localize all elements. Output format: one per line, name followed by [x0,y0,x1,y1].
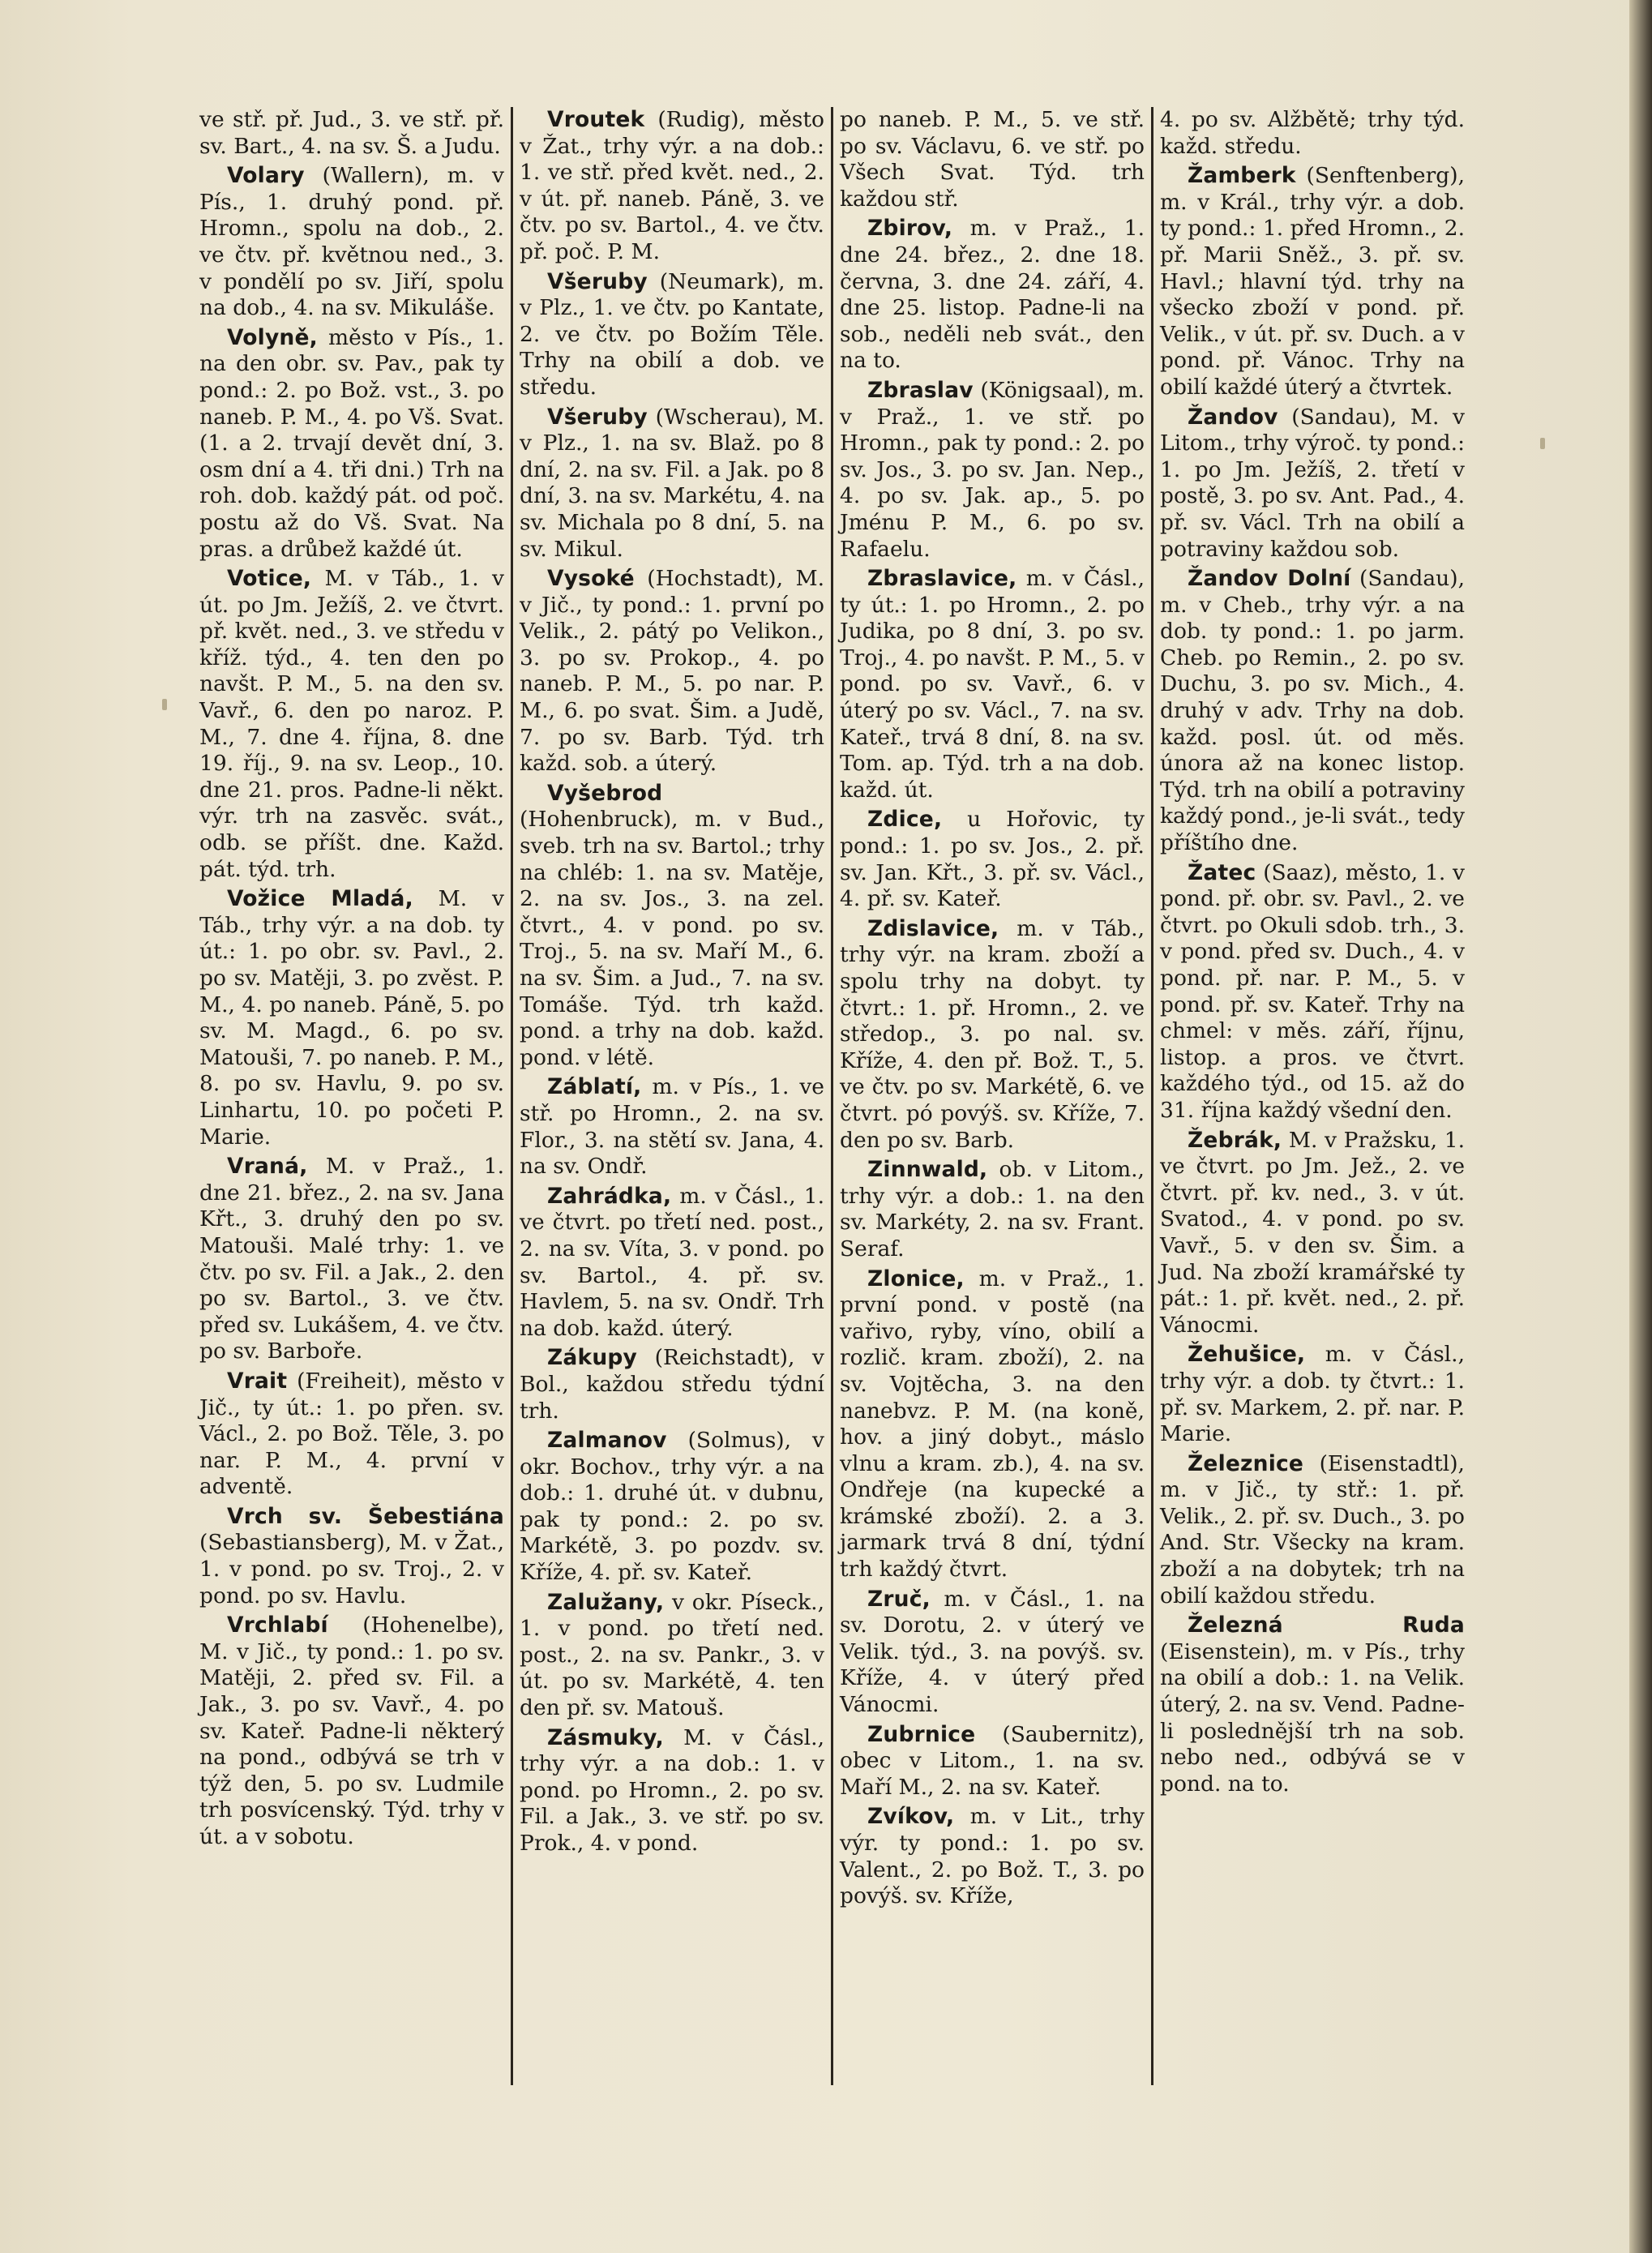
market-dates: (Neumark), m. v Plz., 1. ve čtv. po Kantate, 2. ve čtv. po Božím Těle. Trhy na obilí a dob. ve středu. [520,268,824,400]
market-dates: ve stř. př. Jud., 3. ve stř. př. sv. Bart., 4. na sv. Š. a Judu. [199,107,504,159]
market-entry [520,1074,824,1180]
market-dates: (Rudig), město v Žat., trhy výr. a na dob.: 1. ve stř. před květ. ned., 2. v út. př. naneb. Páně, 3. ve čtv. po sv. Bartol., 4. ve čtv. př. poč. P. M. [520,107,824,264]
place-name: Žandov [1188,404,1278,430]
market-dates: (Wallern), m. v Pís., 1. druhý pond. př. Hromn., spolu na dob., 2. ve čtv. př. květnou ned., 3. v pondělí po sv. Jiří, spolu na dob., 4. na sv. Mikuláše. [199,163,504,321]
place-name: Zdislavice, [867,915,999,941]
market-dates: (Freiheit), město v Jič., ty út.: 1. po přen. sv. Václ., 2. po Bož. Těle, 3. po nar. P. M., 4. první v adventě. [199,1368,504,1500]
place-name: Vožice Mladá, [227,886,413,912]
market-entry [840,1722,1145,1801]
market-dates: m. v Čásl., ty út.: 1. po Hromn., 2. po Judika, po 8 dní, 3. po sv. Troj., 4. po navšt. P. M., 5. v pond. po sv. Vavř., 6. v úterý po sv. Václ., 7. na sv. Kateř., trvá 8 dní, 8. na sv. Tom. ap. Týd. trh a na dob. každ. út. [840,566,1145,803]
place-name: Zalmanov [547,1428,667,1454]
market-dates: (Hohenelbe), M. v Jič., ty pond.: 1. po sv. Matěji, 2. před sv. Fil. a Jak., 3. po sv. Vavř., 4. po sv. Kateř. Padne-li některý na pond., odbývá se trh v týž den, 5. po sv. Ludmile trh posvícenský. Týd. trhy v út. a v sobotu. [199,1613,504,1849]
market-dates: M. v Táb., trhy výr. a na dob. ty út.: 1. po obr. sv. Pavl., 2. po sv. Matěji, 3. po zvěst. P. M., 4. po naneb. Páně, 5. po sv. M. Magd., 6. po sv. Matouši, 7. po naneb. P. M., 8. po sv. Havlu, 9. po sv. Linhartu, 10. po početi P. Marie. [199,886,504,1150]
market-dates: (Eisenstein), m. v Pís., trhy na obilí a dob.: 1. na Velik. úterý, 2. na sv. Vend. Padne-li poslednější trh na sob. nebo ned., odbývá se v pond. na to. [1160,1638,1466,1797]
market-entry [1160,1342,1465,1447]
market-dates: (Saubernitz), obec v Litom., 1. na sv. Maří M., 2. na sv. Kateř. [840,1721,1145,1800]
market-entry [199,1613,504,1850]
market-entry [1160,1128,1465,1339]
market-dates: ob. v Litom., trhy výr. a dob.: 1. na den sv. Markéty, 2. na sv. Frant. Seraf. [840,1157,1145,1261]
market-dates: (Königsaal), m. v Praž., 1. ve stř. po Hromn., pak ty pond.: 2. po sv. Jos., 3. po sv. Jan. Nep., 4. po sv. Jak. ap., 5. po Jménu P. M., 6. po sv. Rafaelu. [840,377,1145,562]
market-dates: v okr. Píseck., 1. v pond. po třetí ned. post., 2. na sv. Pankr., 3. v út. po sv. Markétě, 4. ten den př. sv. Matouš. [520,1589,824,1721]
market-entry [199,1154,504,1365]
market-entry [199,107,504,160]
market-dates: (Hochstadt), M. v Jič., ty pond.: 1. první po Velik., 2. pátý po Velikon., 3. po sv. Prokop., 4. po naneb. P. M., 5. po nar. P. M., 6. po svat. Šim. a Judě, 7. po sv. Barb. Týd. trh každ. sob. a úterý. [520,566,824,777]
place-name: Votice, [227,566,312,592]
market-dates: (Reichstadt), v Bol., každou středu týdní trh. [520,1345,824,1424]
place-name: Zruč, [867,1586,931,1612]
market-dates: M. v Táb., 1. v út. po Jm. Ježíš, 2. ve čtvrt. př. květ. ned., 3. ve středu v kříž. týd., 4. ten den po navšt. P. M., 5. na den sv. Vavř., 6. den po naroz. P. M., 7. dne 4. října, 8. dne 19. říj., 9. na sv. Leop., 10. dne 21. pros. Padne-li někt. výr. trh na zasvěc. svát., odb. se příšt. dne. Každ. pát. týd. trh. [199,566,504,882]
place-name: Žebrák, [1188,1127,1282,1153]
place-name: Zvíkov, [867,1804,955,1830]
market-dates: m. v Čásl., trhy výr. a dob. ty čtvrt.: 1. př. sv. Markem, 2. př. nar. P. Marie. [1160,1342,1465,1447]
market-dates: (Solmus), v okr. Bochov., trhy výr. a na dob.: 1. druhé út. v dubnu, pak ty pond.: 2. po sv. Markétě, 3. po pozdv. sv. Kříže, 4. př. sv. Kateř. [520,1428,824,1586]
market-entry [199,1369,504,1501]
market-dates: M. v Čásl., trhy výr. a na dob.: 1. v pond. po Hromn., 2. po sv. Fil. a Jak., 3. ve stř. po sv. Prok., 4. v pond. [520,1724,824,1856]
market-dates: (Hohenbruck), m. v Bud., sveb. trh na sv. Bartol.; trhy na chléb: 1. na sv. Matěje, 2. na sv. Jos., 3. na zel. čtvrt., 4. v pond. po sv. Troj., 5. na sv. Maří M., 6. na sv. Šim. a Jud., 7. na sv. Tomáše. Týd. trh každ. pond. a trhy na dob. každ. pond. v létě. [520,807,824,1070]
market-dates: m. v Čásl., 1. na sv. Dorotu, 2. v úterý ve Velik. týd., 3. na povýš. sv. Kříže, 4. v úterý před Vánocmi. [840,1586,1145,1718]
place-name: Žamberk [1188,163,1296,189]
market-entry [520,107,824,266]
place-name: Vrchlabí [227,1613,328,1638]
place-name: Žandov Dolní [1188,566,1351,592]
place-name: Železná Ruda [1188,1613,1465,1638]
place-name: Zbirov, [867,216,953,242]
place-name: Železnice [1188,1450,1304,1476]
market-entry [520,566,824,777]
place-name: Zdice, [867,807,943,833]
column-rule [831,107,833,2085]
place-name: Zalužany, [547,1589,665,1615]
column-rule [511,107,513,2085]
market-dates: m. v Praž., 1. dne 24. břez., 2. dne 18. června, 3. dne 24. září, 4. dne 25. listop. Padne-li na sob., neděli neb svát., den na to. [840,216,1145,374]
market-dates: (Sandau), M. v Litom., trhy výroč. ty pond.: 1. po Jm. Ježíš, 2. třetí v postě, 3. po sv. Ant. Pad., 4. př. sv. Václ. Trh na obilí a potraviny každou sob. [1160,404,1465,562]
market-dates: m. v Táb., trhy výr. na kram. zboží a spolu trhy na dobyt. ty čtvrt.: 1. př. Hromn., 2. ve středop., 3. po nal. sv. Kříže, 4. den př. Bož. T., 5. ve čtv. po sv. Markétě, 6. ve čtvrt. pó povýš. sv. Kříže, 7. den po sv. Barb. [840,915,1145,1153]
market-entry [520,1428,824,1587]
market-dates: (Sebastiansberg), M. v Žat., 1. v pond. po sv. Troj., 2. v pond. po sv. Havlu. [199,1530,504,1608]
market-entry [1160,1613,1465,1797]
market-entry [520,405,824,563]
market-dates: po naneb. P. M., 5. ve stř. po sv. Václavu, 6. ve stř. po Všech Svat. Týd. trh každou stř. [840,107,1145,212]
place-name: Všeruby [547,268,648,294]
market-entry [840,807,1145,912]
market-dates: m. v Čásl., 1. ve čtvrt. po třetí ned. post., 2. na sv. Víta, 3. v pond. po sv. Bartol., 4. př. sv. Havlem, 5. na sv. Ondř. Trh na dob. každ. úterý. [520,1183,824,1341]
place-name: Všeruby [547,404,648,430]
market-entry [520,1345,824,1424]
place-name: Vrait [227,1368,288,1394]
market-entry [199,325,504,563]
column-3 [835,107,1149,2085]
market-entry [840,107,1145,212]
market-dates: (Senftenberg), m. v Král., trhy výr. a dob. ty pond.: 1. před Hromn., 2. př. Marii Sněž., 3. př. sv. Havl.; hlavní týd. trhy na všecko zboží v pond. př. Velik., v út. př. sv. Duch. a v pond. př. Vánoc. Trhy na obilí každé úterý a čtvrtek. [1160,163,1465,400]
market-entry [520,1184,824,1343]
market-entry [1160,566,1465,857]
column-4 [1155,107,1470,2085]
place-name: Zásmuky, [547,1724,664,1750]
market-entry [520,1725,824,1857]
market-entry [1160,405,1465,563]
market-dates: 4. po sv. Alžbětě; trhy týd. každ. středu. [1160,107,1465,159]
market-entry [1160,163,1465,400]
place-name: Vysoké [547,566,635,592]
place-name: Vyšebrod [547,780,663,806]
place-name: Žehušice, [1188,1342,1306,1368]
column-1 [195,107,509,2085]
place-name: Volyně, [227,324,318,350]
market-dates: M. v Praž., 1. dne 21. břez., 2. na sv. Jana Křt., 3. druhý den po sv. Matouši. Malé trhy: 1. ve čtv. po sv. Fil. a Jak., 2. den po sv. Bartol., 3. ve čtv. před sv. Lukášem, 4. ve čtv. po sv. Barboře. [199,1154,504,1364]
ink-speck [1540,438,1545,449]
market-dates: (Saaz), město, 1. v pond. př. obr. sv. Pavl., 2. ve čtvrt. po Okuli sdob. trh., 3. v pond. před sv. Duch., 4. v pond. př. nar. P. M., 5. v pond. př. sv. Kateř. Trhy na chmel: v měs. září, říjnu, listop. a pros. ve čtvrt. každého týd., od 15. až do 31. října každý všední den. [1160,859,1465,1123]
ink-speck [162,699,167,710]
market-entry [1160,860,1465,1124]
market-entry [840,1157,1145,1262]
place-name: Zahrádka, [547,1183,672,1209]
place-name: Vrch sv. Šebestiána [227,1503,504,1529]
place-name: Zbraslav [867,377,974,403]
market-entry [840,566,1145,803]
market-entry [840,378,1145,563]
market-dates: m. v Praž., 1. první pond. v postě (na vařivo, ryby, víno, obilí a rozlič. kram. zboží), 2. na sv. Vojtěcha, 3. na den nanebvz. P. M. (na koně, hov. a jiný dobyt., máslo vlnu a kram. zb.), 4. na sv. Ondřeje (na kupecké a krámské zboží). 2. a 3. jarmark trvá 8 dní, týdní trh každý čtvrt. [840,1266,1145,1583]
market-dates: m. v Pís., 1. ve stř. po Hromn., 2. na sv. Flor., 3. na stětí sv. Jana, 4. na sv. Ondř. [520,1074,824,1180]
market-dates: (Sandau), m. v Cheb., trhy výr. a na dob. ty pond.: 1. po jarm. Cheb. po Remin., 2. po sv. Duchu, 3. po sv. Mich., 4. druhý v adv. Trhy na dob. každ. posl. út. od měs. února až na konec listop. Týd. trh na obilí a potraviny každý pond., je-li svát., tedy příštího dne. [1160,566,1465,856]
market-dates: město v Pís., 1. na den obr. sv. Pav., pak ty pond.: 2. po Bož. vst., 3. po naneb. P. M., 4. po Vš. Svat. (1. a 2. trvají devět dní, 3. osm dní a 4. tři dni.) Trh na roh. dob. každý pát. od poč. postu až do Vš. Svat. Na pras. a drůbež každé út. [199,324,504,562]
market-dates: (Wscherau), M. v Plz., 1. na sv. Blaž. po 8 dní, 2. na sv. Fil. a Jak. po 8 dní, 3. na sv. Markétu, 4. na sv. Michala po 8 dní, 5. na sv. Mikul. [520,404,824,562]
market-entry [199,163,504,322]
market-entry [520,781,824,1072]
place-name: Zubrnice [867,1721,976,1747]
text-columns [195,107,1474,2085]
place-name: Zbraslavice, [867,566,1017,592]
column-rule [1151,107,1153,2085]
market-entry [1160,107,1465,160]
market-entry [520,269,824,401]
market-dates: M. v Pražsku, 1. ve čtvrt. po Jm. Jež., 2. ve čtvrt. př. kv. ned., 3. v út. Svatod., 4. v pond. po sv. Vavř., 5. v den sv. Šim. a Jud. Na zboží kramářské ty pát.: 1. př. květ. ned., 2. př. Vánocmi. [1160,1127,1465,1338]
market-entry [199,1504,504,1609]
market-entry [520,1590,824,1722]
market-dates: m. v Lit., trhy výr. ty pond.: 1. po sv. Valent., 2. po Bož. T., 3. po povýš. sv. Kříže, [840,1804,1145,1909]
market-entry [199,566,504,883]
place-name: Zákupy [547,1345,638,1371]
market-entry [840,1266,1145,1583]
column-2 [515,107,829,2085]
place-name: Volary [227,163,305,189]
place-name: Vroutek [547,107,645,132]
market-entry [840,216,1145,375]
market-entry [840,1804,1145,1909]
market-entry [1160,1451,1465,1610]
place-name: Záblatí, [547,1074,642,1100]
market-entry [199,886,504,1150]
place-name: Vraná, [227,1154,308,1180]
place-name: Zlonice, [867,1266,965,1291]
market-entry [840,1587,1145,1719]
page-binding-edge [1629,0,1652,2253]
market-dates: u Hořovic, ty pond.: 1. po sv. Jos., 2. př. sv. Jan. Křt., 3. př. sv. Václ., 4. př. sv. Kateř. [840,807,1145,912]
place-name: Zinnwald, [867,1157,988,1183]
place-name: Žatec [1188,859,1256,885]
market-entry [840,916,1145,1154]
market-dates: (Eisenstadtl), m. v Jič., ty stř.: 1. př. Velik., 2. př. sv. Duch., 3. po And. Str. Všecky na kram. zboží a na dobytek; trh na obilí každou středu. [1160,1450,1465,1608]
